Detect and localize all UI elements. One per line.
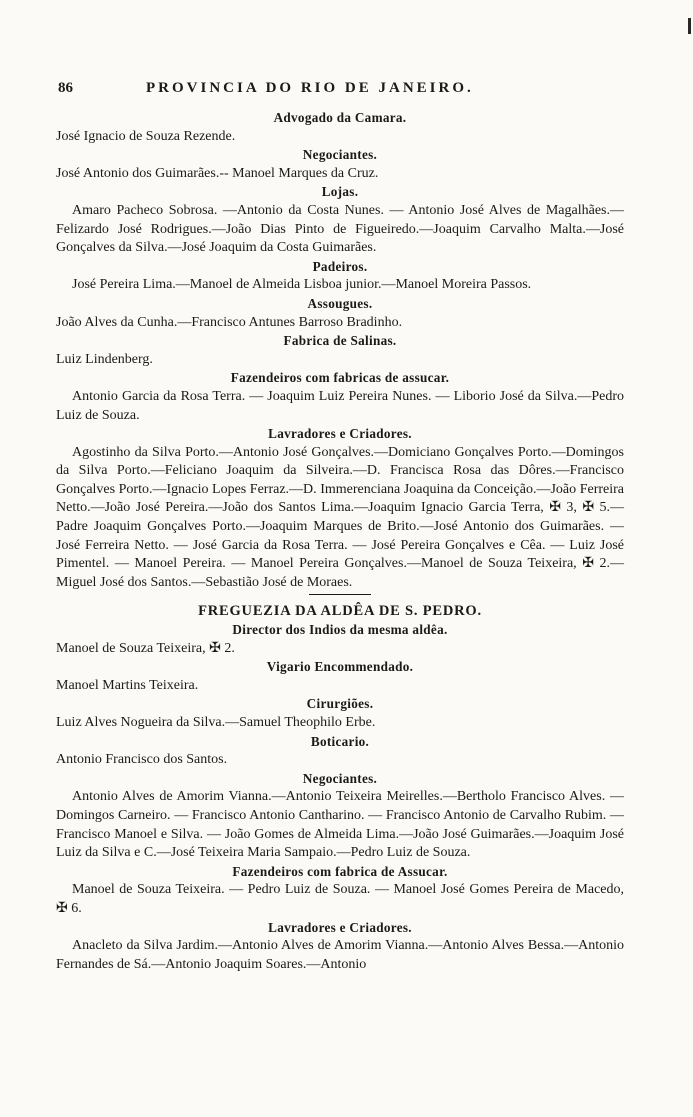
document-body [56,109,624,974]
subheading: Fazendeiros com fabricas de assucar. [230,370,450,386]
entry-paragraph: Antonio Garcia da Rosa Terra. — Joaquim Luiz Pereira Nunes. — Liborio José da Silva.—Pedro Luiz de Souza. [56,388,624,423]
entry-paragraph: Manoel de Souza Teixeira. — Pedro Luiz de Souza. — Manoel José Gomes Pereira de Macedo, ✠ 6. [56,882,624,916]
subheading: Fazendeiros com fabrica de Assucar. [232,863,448,879]
entry-paragraph: José Antonio dos Guimarães.-- Manoel Marques da Cruz. [56,165,379,181]
entry-paragraph: João Alves da Cunha.—Francisco Antunes Barroso Bradinho. [56,314,403,330]
entry-paragraph: Amaro Pacheco Sobrosa. —Antonio da Costa Nunes. — Antonio José Alves de Magalhães.—Felizardo José Rodrigues.—João Dias Pinto de Figueiredo.—Joaquim Carvalho Malta.—José Gonçalves da Silva.—José Joaquim da Costa Guimarães. [56,202,624,256]
subheading: Lojas. [321,184,359,200]
entry-paragraph: José Ignacio de Souza Rezende. [56,128,236,144]
subheading: Negociantes. [302,770,378,786]
entry-paragraph: Anacleto da Silva Jardim.—Antonio Alves de Amorim Vianna.—Antonio Alves Bessa.—Antonio Fernandes de Sá.—Antonio Joaquim Soares.—Antonio [56,938,624,972]
subheading: Cirurgiões. [306,696,374,712]
section-heading: FREGUEZIA DA ALDÊA DE S. PEDRO. [198,603,482,620]
entry-paragraph: José Pereira Lima.—Manoel de Almeida Lisboa junior.—Manoel Moreira Passos. [72,277,532,293]
running-header [58,80,658,100]
subheading: Fabrica de Salinas. [283,333,397,349]
section-rule [309,594,371,595]
entry-paragraph: Manoel Martins Teixeira. [56,677,199,693]
entry-paragraph: Antonio Francisco dos Santos. [56,752,228,768]
subheading: Negociantes. [302,147,378,163]
entry-paragraph: Luiz Alves Nogueira da Silva.—Samuel Theophilo Erbe. [56,715,376,730]
subheading: Lavradores e Criadores. [268,919,412,935]
subheading: Assougues. [307,295,373,311]
subheading: Padeiros. [312,258,368,274]
subheading: Advogado da Camara. [273,110,407,125]
subheading: Director dos Indios da mesma aldêa. [232,622,448,638]
subheading: Boticario. [310,733,370,749]
page-edge-mark [688,18,691,34]
page-number: 86 [58,80,73,96]
entry-paragraph: Luiz Lindenberg. [56,351,153,367]
entry-paragraph: Agostinho da Silva Porto.—Antonio José Gonçalves.—Domiciano Gonçalves Porto.—Domingos da Silva Porto.—Feliciano Joaquim da Silveira.—D. Francisca Rosa das Dôres.—Francisco Gonçalves Porto.—Ignacio Lopes Ferraz.—D. Immerenciana Joaquina da Conceição.—João Ferreira Netto.—João José Pereira.—João dos Santos Lima.—Joaquim Ignacio Garcia Terra, ✠ 3, ✠ 5.—Padre Joaquim Gonçalves Porto.—Joaquim Marques de Brito.—José Antonio dos Guimarães. — José Ferreira Netto. — José Garcia da Rosa Terra. — José Pereira Gonçalves e Cêa. — Luiz José Pimentel. — Manoel Pereira. — Manoel Pereira Gonçalves.—Manoel de Souza Teixeira, ✠ 2.—Miguel José dos Santos.—Sebastião José de Moraes. [56,444,624,590]
page-title: PROVINCIA DO RIO DE JANEIRO. [146,80,474,96]
subheading: Lavradores e Criadores. [268,426,412,442]
subheading: Vigario Encommendado. [266,659,414,675]
entry-paragraph: Antonio Alves de Amorim Vianna.—Antonio Teixeira Meirelles.—Bertholo Francisco Alves. — Domingos Carneiro. — Francisco Antonio Cantharino. — Francisco Antonio de Carvalho Rubim. — Francisco Manoel e Silva. — João Gomes de Almeida Lima.—João José Guimarães.—Joaquim José Luiz da Silva e C.—José Teixeira Maria Sampaio.—Pedro Luiz de Souza. [56,789,624,861]
entry-paragraph: Manoel de Souza Teixeira, ✠ 2. [56,640,235,656]
